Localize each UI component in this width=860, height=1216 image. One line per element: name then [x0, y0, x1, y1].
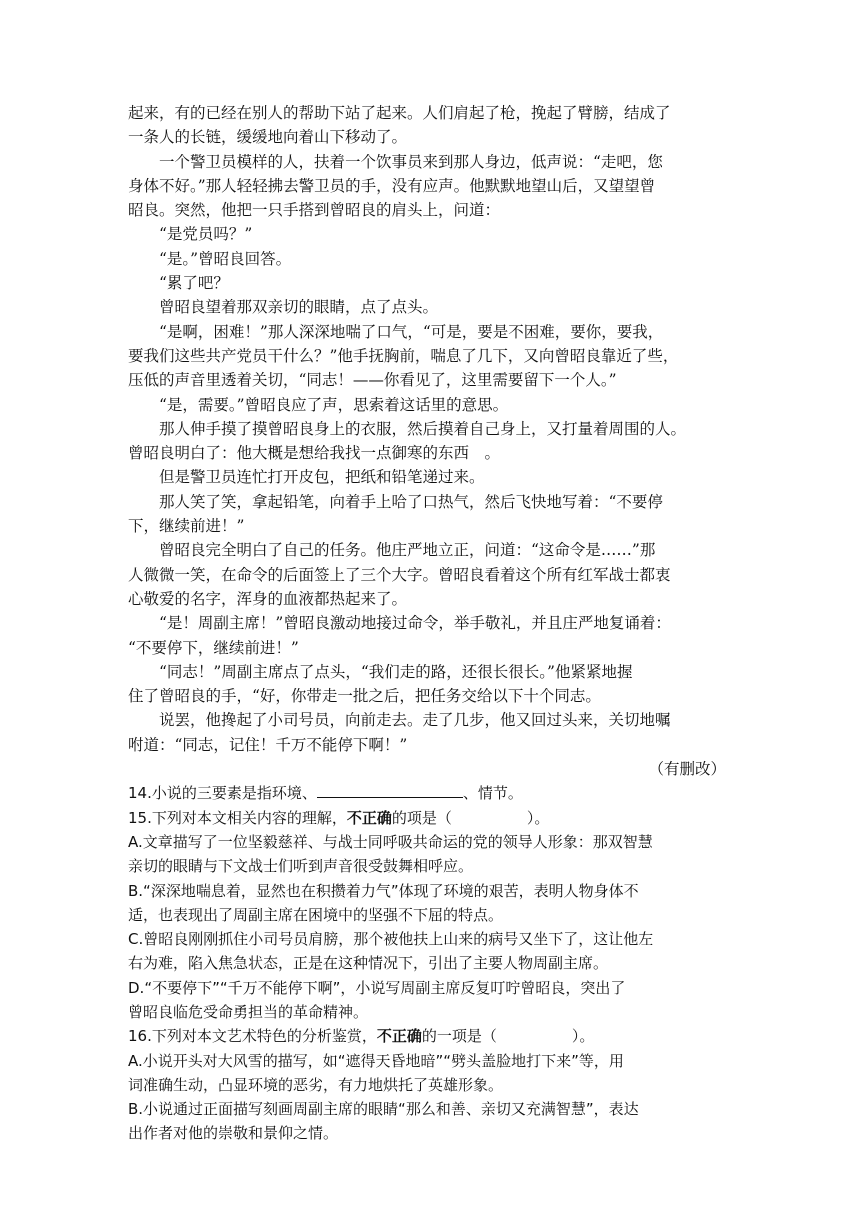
question-16-option-line: 词准确生动，凸显环境的恶劣，有力地烘托了英雄形象。	[128, 1075, 504, 1094]
passage-line: 但是警卫员连忙打开皮包，把纸和铅笔递过来。	[159, 468, 485, 487]
questions	[128, 781, 732, 1145]
passage-line: 下，继续前进！”	[128, 517, 245, 536]
passage-line: 心敬爱的名字，浑身的血液都热起来了。	[128, 589, 408, 608]
passage-line: “是，需要。”曾昭良应了声，思索着这话里的意思。	[159, 395, 509, 414]
question-15-option-line: 适，也表现出了周副主席在困境中的坚强不下屈的特点。	[128, 905, 504, 924]
passage-line: 压低的声音里透着关切，“同志！——你看见了，这里需要留下一个人。”	[128, 371, 617, 390]
question-16-option-line: B.小说通过正面描写刻画周副主席的眼睛“那么和善、亲切又充满智慧”，表达	[128, 1100, 639, 1119]
passage-line: 那人笑了笑，拿起铅笔，向着手上哈了口热气，然后飞快地写着：“不要停	[159, 492, 663, 511]
question-16-option-line: 出作者对他的崇敬和景仰之情。	[128, 1124, 339, 1143]
passage-line: 昭良。突然，他把一只手搭到曾昭良的肩头上，问道：	[128, 201, 501, 220]
source-note: （有删改）	[648, 760, 726, 779]
question-15-option-line: 曾昭良临危受命勇担当的革命精神。	[128, 1002, 369, 1021]
passage-line: 人微微一笑，在命令的后面签上了三个大字。曾昭良看着这个所有红军战士都衷	[128, 565, 671, 584]
document-page	[128, 101, 732, 1146]
passage-line: 咐道：“同志，记住！千万不能停下啊！”	[128, 735, 408, 754]
passage-line: “是！周副主席！”曾昭良激动地接过命令，举手敬礼，并且庄严地复诵着：	[159, 614, 671, 633]
question-14	[128, 781, 732, 805]
question-15-option-line: D.“不要停下”“千万不能停下啊”，小说写周副主席反复叮咛曾昭良，突出了	[128, 978, 626, 997]
passage-line: 曾昭良完全明白了自己的任务。他庄严地立正，问道：“这命令是……”那	[159, 541, 656, 560]
passage-line: 一条人的长链，缓缓地向着山下移动了。	[128, 128, 408, 147]
question-15-option-line: 右为难，陷入焦急状态，正是在这种情况下，引出了主要人物周副主席。	[128, 954, 609, 973]
passage-line: 起来，有的已经在别人的帮助下站了起来。人们肩起了枪，挽起了臂膀，结成了	[128, 104, 671, 122]
passage-line: 说罢，他搀起了小司号员，向前走去。走了几步，他又回过头来，关切地嘱	[159, 711, 671, 730]
passage-line: 曾昭良明白了：他大概是想给我找一点御寒的东西 。	[128, 444, 501, 463]
passage-line: 住了曾昭良的手，“好，你带走一批之后，把任务交给以下十个同志。	[128, 687, 601, 706]
question-15-option-line: B.“深深地喘息着，显然也在积攒着力气”体现了环境的艰苦，表明人物身体不	[128, 881, 639, 900]
passage-line: 一个警卫员模样的人，扶着一个饮事员来到那人身边，低声说：“走吧，您	[159, 152, 663, 171]
question-16-option-line: A.小说开头对大风雪的描写，如“遮得天昏地暗”“劈头盖脸地打下来”等，用	[128, 1051, 624, 1070]
question-15-option-line: A.文章描写了一位坚毅慈祥、与战士同呼吸共命运的党的领导人形象：那双智慧	[128, 832, 653, 851]
passage-line: “是党员吗？”	[159, 225, 253, 244]
question-16-text: 16.下列对本文艺术特色的分析鉴赏，	[128, 1027, 377, 1046]
passage	[128, 101, 732, 781]
passage-line: “累了吧？	[159, 274, 229, 293]
passage-line: 要我们这些共产党员干什么？”他手抚胸前，喘息了几下，又向曾昭良靠近了些，	[128, 346, 679, 365]
passage-line: 身体不好。”那人轻轻拂去警卫员的手，没有应声。他默默地望山后，又望望曾	[128, 176, 656, 195]
question-15-option-line: 亲切的眼睛与下文战士们听到声音很受鼓舞相呼应。	[128, 857, 474, 876]
question-16-text-end: 的一项是（ ）。	[421, 1027, 595, 1046]
question-15-text-end: 的项是（ ）。	[391, 808, 550, 827]
question-15-option-line: C.曾昭良刚刚抓住小司号员肩膀，那个被他扶上山来的病号又坐下了，这让他左	[128, 930, 654, 949]
question-14-text-end: 、情节。	[462, 784, 523, 803]
passage-line: “同志！”周副主席点了点头，“我们走的路，还很长很长。”他紧紧地握	[159, 662, 633, 681]
question-16-stem	[128, 1024, 732, 1048]
passage-line: 那人伸手摸了摸曾昭良身上的衣服，然后摸着自己身上，又打量着周围的人。	[159, 419, 687, 438]
passage-line: 曾昭良望着那双亲切的眼睛，点了点头。	[159, 298, 439, 317]
emphasis-not-correct: 不正确	[376, 1027, 422, 1046]
question-15-stem	[128, 806, 732, 830]
passage-line: “不要停下，继续前进！”	[128, 638, 299, 657]
answer-blank[interactable]	[317, 783, 463, 798]
passage-line: “是啊，困难！”那人深深地喘了口气，“可是，要是不困难，要你，要我，	[159, 322, 664, 341]
emphasis-not-correct: 不正确	[346, 808, 392, 827]
question-15-text: 15.下列对本文相关内容的理解，	[128, 808, 347, 827]
question-14-text: 14.小说的三要素是指环境、	[128, 784, 317, 803]
passage-line: “是。”曾昭良回答。	[159, 249, 292, 268]
